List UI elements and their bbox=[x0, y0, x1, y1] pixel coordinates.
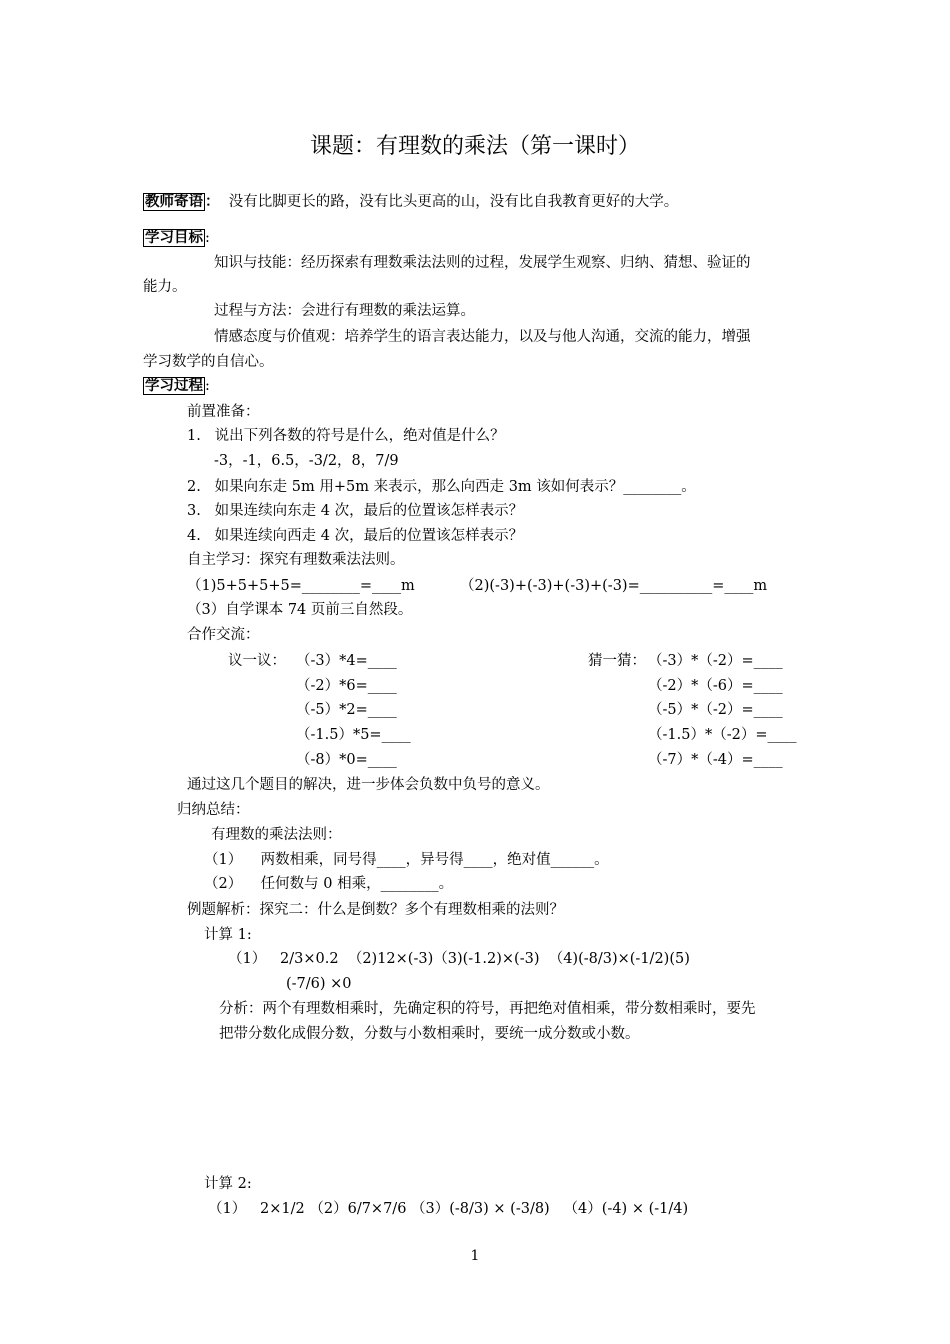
goals-label: 学习目标 bbox=[145, 230, 203, 246]
motto-line bbox=[143, 192, 678, 212]
guess-item: （-2）*（-6）=____ bbox=[648, 678, 783, 694]
motto-text: 没有比脚更长的路，没有比头更高的山，没有比自我教育更好的大学。 bbox=[228, 194, 679, 210]
process-heading bbox=[143, 376, 210, 396]
guess-item: （-3）*（-2）=____ bbox=[648, 653, 783, 669]
goal-attitude: 情感态度与价值观：培养学生的语言表达能力，以及与他人沟通，交流的能力，增强 bbox=[214, 329, 751, 345]
prep-heading: 前置准备： bbox=[187, 404, 260, 420]
calc2-line: （1） 2×1/2 （2）6/7×7/6 （3）(-8/3) × (-3/8) （4）(-4) × (-1/4) bbox=[208, 1201, 689, 1217]
self-study-1: （1)5+5+5+5=________=____m bbox=[187, 578, 415, 594]
goal-process: 过程与方法：会进行有理数的乘法运算。 bbox=[214, 303, 475, 319]
goal-knowledge: 知识与技能：经历探索有理数乘法法则的过程，发展学生观察、归纳、猜想、验证的 bbox=[214, 255, 751, 271]
calc1-line: （1） 2/3×0.2 （2)12×(-3)（3)(-1.2)×(-3) （4)(-8/3)×(-1/2)(5) bbox=[228, 951, 690, 967]
rule-heading: 有理数的乘法法则： bbox=[211, 827, 342, 843]
discuss-item: （-3）*4=____ bbox=[296, 653, 397, 669]
motto-colon: ： bbox=[205, 193, 220, 210]
lesson-title: 课题：有理数的乘法（第一课时） bbox=[309, 134, 640, 159]
self-study-3: （3）自学课本 74 页前三自然段。 bbox=[187, 602, 413, 618]
prep-numbers: -3，-1，6.5，-3/2，8，7/9 bbox=[214, 453, 399, 469]
rule-2: （2） 任何数与 0 相乘，________。 bbox=[204, 876, 454, 892]
goal-knowledge-cont: 能力。 bbox=[143, 279, 187, 295]
through-text: 通过这几个题目的解决，进一步体会负数中负号的意义。 bbox=[187, 777, 550, 793]
process-label: 学习过程 bbox=[145, 378, 203, 394]
guess-label: 猜一猜： bbox=[588, 653, 646, 669]
self-study-2: （2)(-3)+(-3)+(-3)+(-3)=__________=____m bbox=[460, 578, 768, 594]
discuss-label: 议一议： bbox=[228, 653, 286, 669]
calc1-line-cont: (-7/6) ×0 bbox=[286, 976, 352, 992]
prep-question-4: 4. 如果连续向西走 4 次，最后的位置该怎样表示？ bbox=[187, 528, 524, 544]
rule-1: （1） 两数相乘，同号得____，异号得____，绝对值______。 bbox=[204, 852, 609, 868]
discuss-item: （-1.5）*5=____ bbox=[296, 727, 411, 743]
analysis-line: 分析：两个有理数相乘时，先确定积的符号，再把绝对值相乘，带分数相乘时，要先 bbox=[219, 1001, 756, 1017]
process-colon: : bbox=[205, 378, 210, 394]
prep-question-1: 1. 说出下列各数的符号是什么，绝对值是什么？ bbox=[187, 428, 505, 444]
discuss-item: （-5）*2=____ bbox=[296, 702, 397, 718]
guess-item: （-5）*（-2）=____ bbox=[648, 702, 783, 718]
prep-question-3: 3. 如果连续向东走 4 次，最后的位置该怎样表示？ bbox=[187, 503, 524, 519]
goal-attitude-cont: 学习数学的自信心。 bbox=[143, 354, 274, 370]
calc2-heading: 计算 2: bbox=[204, 1176, 252, 1192]
analysis-line-cont: 把带分数化成假分数，分数与小数相乘时，要统一成分数或小数。 bbox=[219, 1026, 640, 1042]
guess-item: （-1.5）*（-2）=____ bbox=[648, 727, 797, 743]
summary-heading: 归纳总结： bbox=[177, 802, 250, 818]
coop-heading: 合作交流： bbox=[187, 627, 260, 643]
discuss-item: （-8）*0=____ bbox=[296, 752, 397, 768]
example-heading: 例题解析：探究二：什么是倒数？多个有理数相乘的法则？ bbox=[187, 902, 564, 918]
goals-colon: : bbox=[205, 230, 210, 246]
goals-heading bbox=[143, 228, 210, 248]
motto-label: 教师寄语 bbox=[145, 194, 203, 210]
page-number: 1 bbox=[470, 1248, 480, 1264]
calc1-heading: 计算 1: bbox=[204, 927, 252, 943]
prep-question-2: 2. 如果向东走 5m 用+5m 来表示，那么向西走 3m 该如何表示？________。 bbox=[187, 479, 696, 495]
discuss-item: （-2）*6=____ bbox=[296, 678, 397, 694]
self-study-heading: 自主学习：探究有理数乘法法则。 bbox=[187, 552, 405, 568]
guess-item: （-7）*（-4）=____ bbox=[648, 752, 783, 768]
